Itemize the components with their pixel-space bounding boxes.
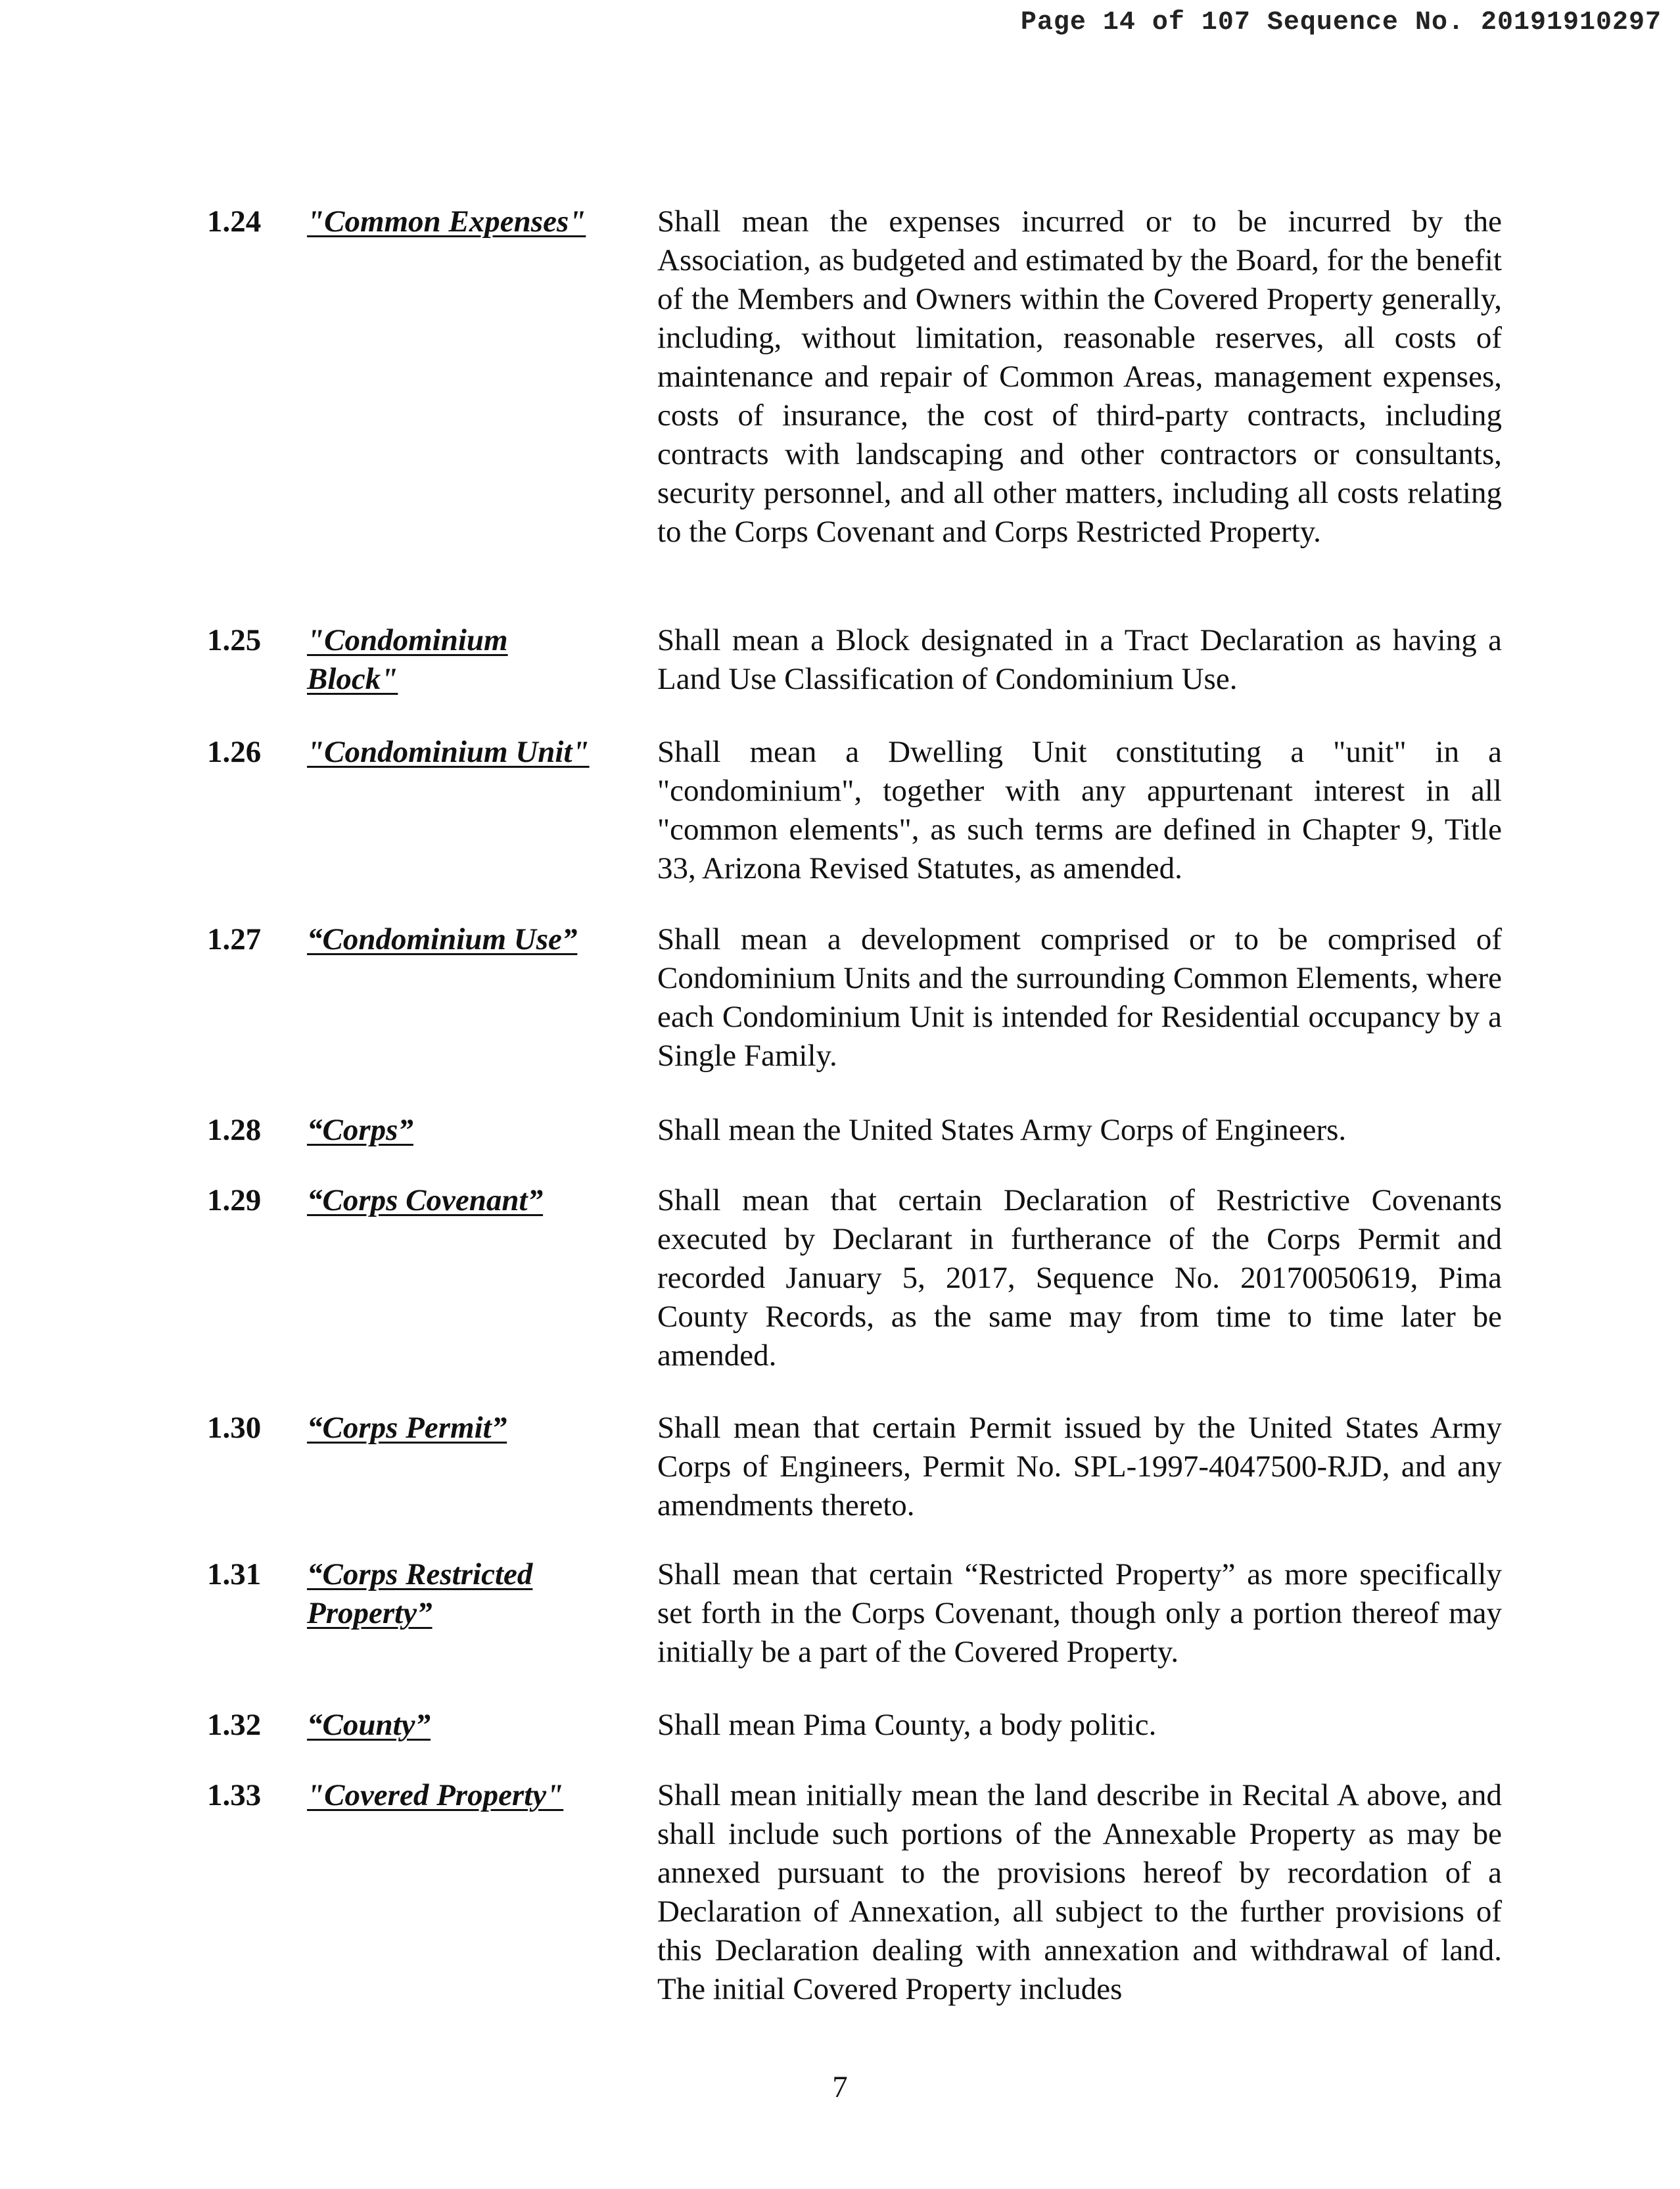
definition-term: "Condominium Block" bbox=[307, 623, 508, 696]
page-number: 7 bbox=[832, 2070, 848, 2104]
definition-description: Shall mean the expenses incurred or to be incurred by the Association, as budgeted and estimated by the Board, for the benefit of the Members and Owners within the Covered Property generally, including, without limitation, reasonable reserves, all costs of maintenance and repair of Common Areas, management expenses, costs of insurance, the cost of third-party contracts, including contracts with landscaping and other contractors or consultants, security personnel, and all other matters, including all costs relating to the Corps Covenant and Corps Restricted Property. bbox=[657, 204, 1502, 549]
definition-term: “Corps Restricted Property” bbox=[307, 1557, 533, 1630]
definition-description: Shall mean a development comprised or to be comprised of Condominium Units and the surrounding Common Elements, where each Condominium Unit is intended for Residential occupancy by a Single Family. bbox=[657, 922, 1502, 1073]
definition-term: "Condominium Unit" bbox=[307, 735, 590, 769]
definition-term: “County” bbox=[307, 1708, 431, 1742]
definition-number: 1.27 bbox=[207, 922, 262, 956]
definition-number: 1.25 bbox=[207, 623, 262, 657]
definition-number: 1.31 bbox=[207, 1557, 262, 1591]
definition-description: Shall mean Pima County, a body politic. bbox=[657, 1708, 1157, 1742]
definition-description: Shall mean that certain Declaration of Restrictive Covenants executed by Declarant in furtherance of the Corps Permit and recorded January 5, 2017, Sequence No. 20170050619, Pima County Records, as the same may from time to time later be amended. bbox=[657, 1183, 1502, 1373]
definition-number: 1.24 bbox=[207, 204, 262, 239]
definition-number: 1.26 bbox=[207, 735, 262, 769]
definition-term: "Common Expenses" bbox=[307, 204, 586, 239]
definition-term: “Corps Covenant” bbox=[307, 1183, 544, 1217]
definition-description: Shall mean that certain “Restricted Property” as more specifically set forth in the Corps Covenant, though only a portion thereof may initially be a part of the Covered Property. bbox=[657, 1557, 1502, 1669]
definition-term: “Condominium Use” bbox=[307, 922, 578, 956]
definition-number: 1.30 bbox=[207, 1411, 262, 1445]
page-header: Page 14 of 107 Sequence No. 20191910297 bbox=[1020, 8, 1662, 37]
definition-number: 1.28 bbox=[207, 1113, 262, 1147]
definition-description: Shall mean a Dwelling Unit constituting a "unit" in a "condominium", together with any appurtenant interest in all "common elements", as such terms are defined in Chapter 9, Title 33, Arizona Revised Statutes, as amended. bbox=[657, 735, 1502, 885]
definition-number: 1.33 bbox=[207, 1778, 262, 1812]
definition-term: “Corps” bbox=[307, 1113, 413, 1147]
definition-description: Shall mean that certain Permit issued by the United States Army Corps of Engineers, Permit No. SPL-1997-4047500-RJD, and any amendments thereto. bbox=[657, 1411, 1502, 1522]
definition-number: 1.29 bbox=[207, 1183, 262, 1217]
definition-number: 1.32 bbox=[207, 1708, 262, 1742]
definition-term: “Corps Permit” bbox=[307, 1411, 507, 1445]
definition-description: Shall mean the United States Army Corps of Engineers. bbox=[657, 1113, 1347, 1147]
definition-term: "Covered Property" bbox=[307, 1778, 564, 1812]
definition-description: Shall mean a Block designated in a Tract Declaration as having a Land Use Classification of Condominium Use. bbox=[657, 623, 1502, 696]
definition-description: Shall mean initially mean the land describe in Recital A above, and shall include such portions of the Annexable Property as may be annexed pursuant to the provisions hereof by recordation of a Declaration of Annexation, all subject to the further provisions of this Declaration dealing with annexation and withdrawal of land. The initial Covered Property includes bbox=[657, 1778, 1502, 2006]
